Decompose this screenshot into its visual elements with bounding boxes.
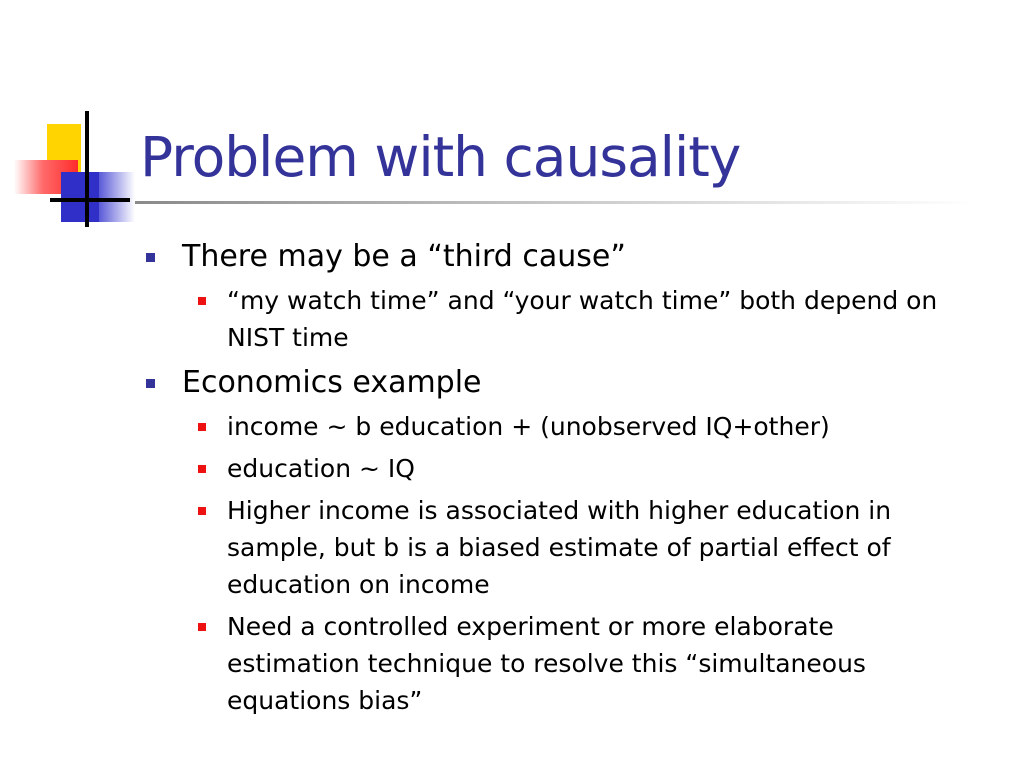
square-bullet-icon — [198, 623, 206, 631]
sub-bullet-item — [140, 492, 957, 603]
square-bullet-icon — [146, 253, 155, 262]
sub-bullet-text: Need a controlled experiment or more elaborate estimation technique to resolve this “simultaneous equations bias” — [227, 612, 866, 715]
square-bullet-icon — [198, 297, 206, 305]
sub-bullet-text: income ~ b education + (unobserved IQ+other) — [227, 412, 830, 441]
bullet-text: Economics example — [182, 365, 482, 400]
bullet-item — [140, 364, 1002, 402]
sub-bullet-text: education ~ IQ — [227, 454, 415, 483]
sub-bullet-item — [140, 408, 957, 445]
square-bullet-icon — [198, 465, 206, 473]
sub-bullet-text: Higher income is associated with higher education in sample, but b is a biased estimate of partial effect of education on income — [227, 496, 892, 599]
sub-bullet-item — [140, 608, 957, 719]
slide-body — [140, 230, 1002, 719]
square-bullet-icon — [198, 507, 206, 515]
vertical-crosshair-line — [85, 111, 89, 227]
sub-bullet-item — [140, 450, 957, 487]
blue-block — [61, 172, 99, 222]
square-bullet-icon — [146, 379, 155, 388]
bullet-text: There may be a “third cause” — [182, 239, 626, 274]
blue-fade-block — [99, 172, 135, 222]
square-bullet-icon — [198, 423, 206, 431]
slide-title: Problem with causality — [140, 125, 741, 189]
horizontal-crosshair-line — [50, 198, 130, 202]
title-underline-rule — [135, 201, 975, 204]
sub-bullet-item — [140, 282, 957, 356]
bullet-item — [140, 238, 1002, 276]
sub-bullet-text: “my watch time” and “your watch time” both depend on NIST time — [227, 286, 938, 352]
